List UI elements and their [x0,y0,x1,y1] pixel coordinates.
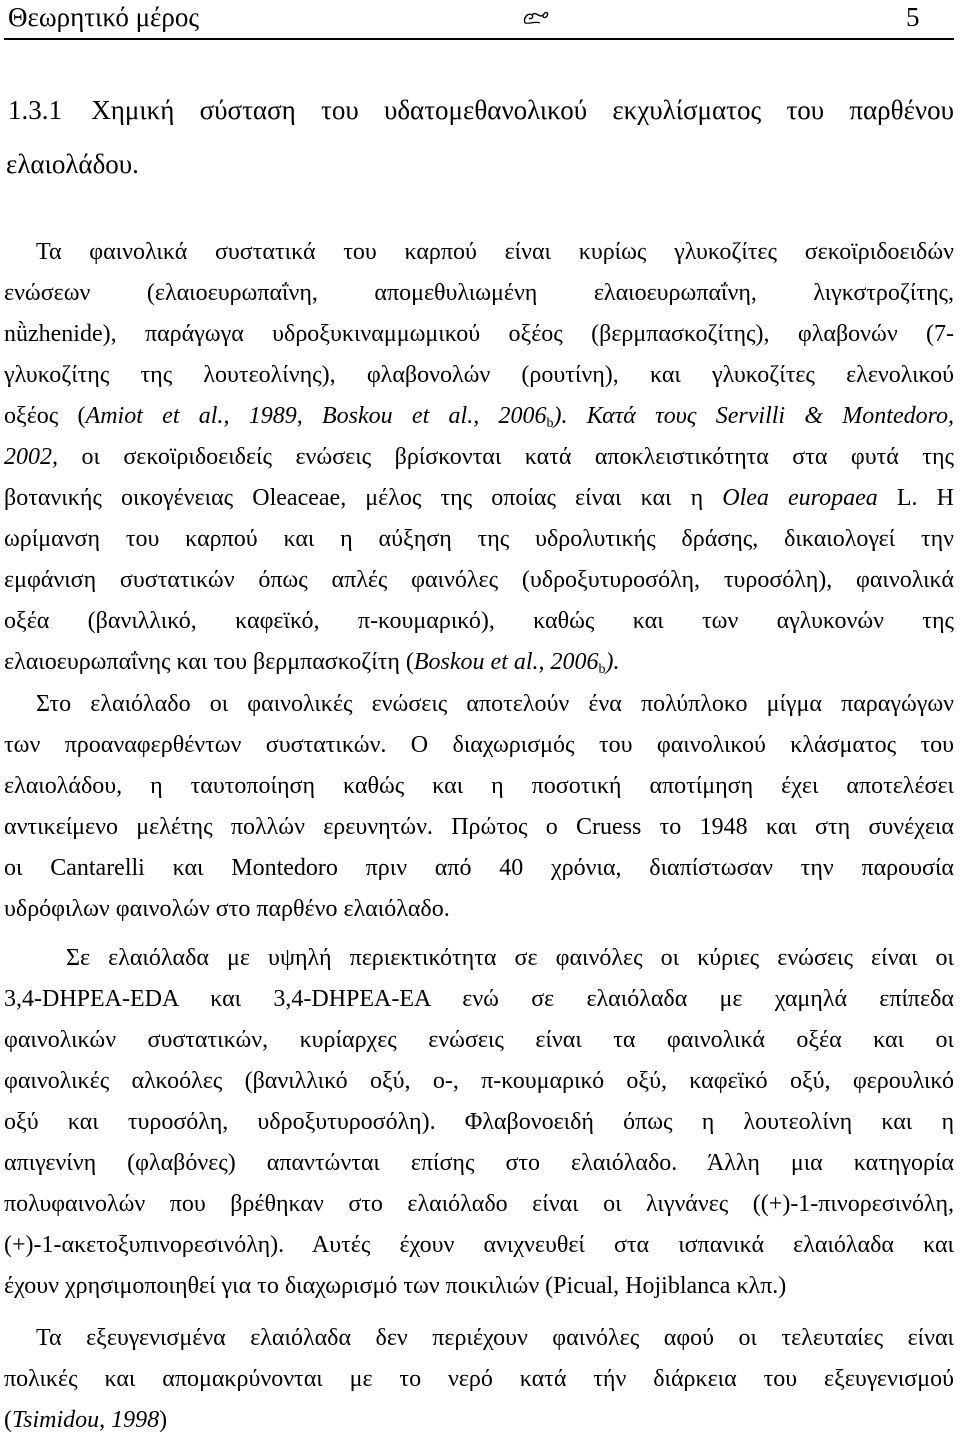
paragraph-3-line: έχουν χρησιμοποιηθεί για το διαχωρισμό των ποικιλιών (Picual, Hojiblanca κλπ.) [4,1273,787,1299]
paragraph-2-line: Στο ελαιόλαδο οι φαινολικές ενώσεις αποτελούν ένα πολύπλοκο μίγμα παραγώγων [36,691,954,717]
section-number: 1.3.1 [8,95,62,125]
subscript: b [546,416,554,431]
paragraph-1-line [4,478,954,518]
paragraph-1-line [4,396,954,436]
paragraph-1-line: εμφάνιση συστατικών όπως απλές φαινόλες (υδροξυτυροσόλη, τυροσόλη), φαινολικά [4,567,954,593]
paragraph-1-line: Τα φαινολικά συστατικά του καρπού είναι κυρίως γλυκοζίτες σεκοϊριδοειδών [36,239,954,265]
text-run: βοτανικής οικογένειας Oleaceae, μέλος της οποίας είναι και η [4,485,723,511]
paragraph-3-line: (+)-1-ακετοξυπινορεσινόλη). Αυτές έχουν ανιχνευθεί στα ισπανικά ελαιόλαδα και [4,1232,954,1258]
paragraph-1-line: nǜzhenide), παράγωγα υδροξυκιναμμωμικού οξέος (βερμπασκοζίτης), φλαβονών (7- [4,321,954,347]
text-run: , 2006 [473,403,547,429]
citation: Boskou et al. [322,403,474,429]
paragraph-3-line: 3,4-DHPEA-EDA και 3,4-DHPEA-EA ενώ σε ελαιόλαδα με χαμηλά επίπεδα [4,986,954,1012]
paragraph-1-line: ενώσεων (ελαιοευρωπαΐνη, απομεθυλιωμένη ελαιοευρωπαΐνη, λιγκστροζίτης, [4,280,954,306]
section-title-line2: ελαιολάδου. [6,149,139,179]
paragraph-3-line: απιγενίνη (φλαβόνες) απαντώνται επίσης στο ελαιόλαδο. Άλλη μια κατηγορία [4,1150,954,1176]
citation: Boskou et al. [413,649,539,675]
paragraph-2-line: ελαιολάδου, η ταυτοποίηση καθώς και η ποσοτική αποτίμηση έχει αποτελέσει [4,773,954,799]
text-run: ) [159,1407,168,1433]
citation: 2002, [4,444,58,470]
paragraph-3-line: φαινολικών συστατικών, κυρίαρχες ενώσεις είναι τα φαινολικά οξέα και οι [4,1027,954,1053]
paragraph-3-line: πολυφαινολών που βρέθηκαν στο ελαιόλαδο είναι οι λιγνάνες ((+)-1-πινορεσινόλη, [4,1191,954,1217]
paragraph-1-line [4,642,954,682]
paragraph-3-line: οξύ και τυροσόλη, υδροξυτυροσόλη). Φλαβονοειδή όπως η λουτεολίνη και η [4,1109,954,1135]
paragraph-2-line: υδρόφιλων φαινολών στο παρθένο ελαιόλαδο. [4,896,450,922]
paragraph-1-line: οξέα (βανιλλικό, καφεϊκό, π-κουμαρικό), καθώς και των αγλυκονών της [4,608,954,634]
text-run: οξέος ( [4,403,86,429]
running-header [0,0,960,40]
text-run: οι σεκοϊριδοειδείς ενώσεις βρίσκονται κατά αποκλειστικότητα στα φυτά της [58,444,954,470]
paragraph-3-line: φαινολικές αλκοόλες (βανιλλικό οξύ, ο-, π-κουμαρικό οξύ, καφεϊκό οξύ, φερουλικό [4,1068,954,1094]
paragraph-4-line [4,1400,954,1440]
paragraph-1-line: γλυκοζίτης της λουτεολίνης), φλαβονολών (ρουτίνη), και γλυκοζίτες ελενολικού [4,362,954,388]
scroll-flourish-icon [522,6,550,28]
paragraph-2-line: αντικείμενο μελέτης πολλών ερευνητών. Πρώτος ο Cruess το 1948 και στη συνέχεια [4,814,954,840]
text-run: ( [4,1407,12,1433]
paragraph-1-line [4,437,954,477]
text-run: L. Η [877,485,954,511]
species-name: Olea europaea [722,485,878,511]
paragraph-1-line: ωρίμανση του καρπού και η αύξηση της υδρολυτικής δράσης, δικαιολογεί την [4,526,954,552]
text-run: , 2006 [538,649,599,675]
paragraph-4-line: Τα εξευγενισμένα ελαιόλαδα δεν περιέχουν φαινόλες αφού οι τελευταίες είναι [36,1325,954,1351]
page-number: 5 [906,2,920,32]
text-run: , 1989, [223,403,322,429]
subscript: b [598,662,606,677]
text-run: ). Κατά τους [553,403,716,429]
header-title: Θεωρητικό μέρος [8,2,200,32]
paragraph-4-line: πολικές και απομακρύνονται με το νερό κατά τήν διάρκεια του εξευγενισμού [4,1366,954,1392]
section-title-line1: Χημική σύσταση του υδατομεθανολικού εκχυλίσματος του παρθένου [91,95,955,125]
citation: Tsimidou, 1998 [12,1407,160,1433]
paragraph-3-line: Σε ελαιόλαδα με υψηλή περιεκτικότητα σε φαινόλες οι κύριες ενώσεις είναι οι [66,945,954,971]
citation: Amiot et al. [85,403,224,429]
paragraph-2-line: οι Cantarelli και Montedoro πριν από 40 χρόνια, διαπίστωσαν την παρουσία [4,855,954,881]
section-heading [8,83,954,137]
text-run: ελαιοευρωπαΐνης και του βερμπασκοζίτη ( [4,649,414,675]
text-run: ). [605,649,620,675]
header-rule [4,38,954,40]
citation: Servilli & Montedoro, [715,403,955,429]
paragraph-2-line: των προαναφερθέντων συστατικών. Ο διαχωρισμός του φαινολικού κλάσματος του [4,732,954,758]
